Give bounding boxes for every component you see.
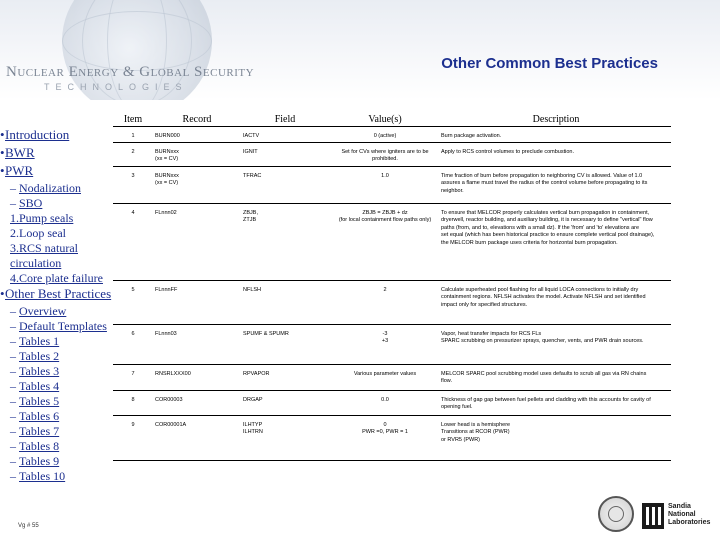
sidebar-item-tables-3[interactable]: – Tables 3 <box>10 364 60 378</box>
cell-description-text: or RVR5 (PWR) <box>441 436 481 443</box>
cell-description-text: the MELCOR burn package uses criteria for horizontal burn propagation. <box>441 239 618 246</box>
sidebar-item-tables-7[interactable]: – Tables 7 <box>10 424 60 438</box>
cell-item <box>113 364 153 390</box>
cell-item-text: 9 <box>131 421 135 428</box>
page-title: Other Common Best Practices <box>441 55 658 72</box>
cell-values <box>329 390 441 415</box>
cell-field-text: IACTV <box>243 132 260 139</box>
cell-description-text: containment regions. NFLSH activates the model. Activate NFLSH and set identified <box>441 294 646 300</box>
cell-values <box>329 142 441 166</box>
cell-values <box>329 324 441 364</box>
cell-field-text: RPVAPOR <box>243 370 270 377</box>
sidebar-item-introduction[interactable]: •Introduction <box>0 127 70 142</box>
cell-description-text: Transitions at RCOR (PWR) <box>441 429 510 435</box>
table-row <box>113 203 671 280</box>
sidebar-nav <box>0 127 112 484</box>
cell-description <box>441 390 671 415</box>
sidebar-item-tables-10[interactable]: – Tables 10 <box>10 469 66 483</box>
sidebar-item-overview[interactable]: – Overview <box>10 304 67 318</box>
cell-field <box>241 415 329 460</box>
cell-field-text: ILHTYP <box>243 421 263 428</box>
cell-field <box>241 126 329 142</box>
sidebar-item-nodalization[interactable]: – Nodalization <box>10 181 81 195</box>
table-row <box>113 364 671 390</box>
table-row <box>113 142 671 166</box>
cell-record <box>153 166 241 203</box>
table-row <box>113 280 671 324</box>
cell-record-text: BURNxxx <box>155 172 179 179</box>
cell-values <box>329 166 441 203</box>
cell-values <box>329 280 441 324</box>
cell-field <box>241 280 329 324</box>
cell-record-text: RNSRLXXX00 <box>155 370 191 377</box>
logo-text: Nuclear Energy & Global Security <box>6 64 255 80</box>
sidebar-item-bwr[interactable]: •BWR <box>0 145 35 160</box>
cell-field <box>241 390 329 415</box>
sidebar-item-tables-2[interactable]: – Tables 2 <box>10 349 60 363</box>
cell-values <box>329 364 441 390</box>
cell-item-text: 4 <box>131 209 135 216</box>
cell-values-text: 2 <box>383 286 387 293</box>
cell-item-text: 6 <box>131 330 135 337</box>
cell-record-text: (xx = CV) <box>155 180 179 186</box>
sidebar-item-tables-9[interactable]: – Tables 9 <box>10 454 60 468</box>
cell-description-text: SPARC scrubbing on pressurizer sprays, quencher, vents, and PWR drain sources. <box>441 338 644 344</box>
cell-values-text: 0 (active) <box>373 132 397 139</box>
cell-description <box>441 280 671 324</box>
cell-field <box>241 364 329 390</box>
table-row <box>113 415 671 460</box>
sandia-logo-text: Sandia National Laboratories <box>668 503 711 526</box>
cell-item-text: 7 <box>131 370 135 377</box>
cell-record <box>153 390 241 415</box>
cell-description <box>441 203 671 280</box>
cell-field-text: NFLSH <box>243 286 262 293</box>
table-row <box>113 126 671 142</box>
cell-item-text: 3 <box>131 172 135 179</box>
col-header-description: Description <box>441 108 671 126</box>
table-row <box>113 324 671 364</box>
cell-description <box>441 415 671 460</box>
table-body <box>113 126 671 460</box>
seal-center <box>608 506 624 522</box>
cell-item <box>113 166 153 203</box>
cell-description <box>441 364 671 390</box>
cell-values-text: 0 <box>383 421 387 428</box>
cell-field-text: SPUMF & SPUMR <box>243 330 289 337</box>
col-header-record: Record <box>153 108 241 126</box>
cell-values-text: PWR =0, PWR = 1 <box>362 429 408 435</box>
cell-description <box>441 324 671 364</box>
cell-description-text: Thickness of gap gap between fuel pellets and cladding with this accounts for cavity of <box>441 396 651 403</box>
cell-values-text: +3 <box>381 338 389 344</box>
sidebar-item-core-plate-failure[interactable]: 4.Core plate failure <box>10 271 103 285</box>
cell-description-text: Calculate superheated pool flashing for all liquid LOCA connections to initially dry <box>441 286 639 293</box>
table-row <box>113 166 671 203</box>
cell-description-text: Burn package activation. <box>441 132 502 139</box>
logo-subtitle: TECHNOLOGIES <box>44 82 188 92</box>
cell-item-text: 8 <box>131 396 135 403</box>
sidebar-item-tables-4[interactable]: – Tables 4 <box>10 379 60 393</box>
cell-item <box>113 203 153 280</box>
cell-record <box>153 203 241 280</box>
sidebar-item-tables-1[interactable]: – Tables 1 <box>10 334 60 348</box>
cell-description-text: opening fuel. <box>441 404 473 410</box>
page-number: Vg # 55 <box>18 523 39 529</box>
cell-description-text: set equal (which has been historical practice to ensure complete vertical pool drainage), <box>441 232 655 238</box>
cell-record <box>153 324 241 364</box>
cell-values-text: prohibited. <box>372 156 398 162</box>
cell-values-text: ZBJB = ZBJB + dz <box>362 209 408 216</box>
cell-field-text: TFRAC <box>243 172 262 179</box>
sidebar-item-tables-6[interactable]: – Tables 6 <box>10 409 60 423</box>
cell-description-text: assures a flame must travel the radius of the control volume before propagating to its <box>441 180 648 186</box>
cell-field-text: DRGAP <box>243 396 263 403</box>
cell-description-text: Apply to RCS control volumes to preclude combustion. <box>441 148 574 155</box>
header-banner <box>0 0 720 100</box>
cell-values-text: (for local containment flow paths only) <box>338 217 432 223</box>
cell-description-text: neighbor. <box>441 187 464 194</box>
cell-values <box>329 415 441 460</box>
cell-field-text: ZTJB <box>243 217 257 223</box>
sidebar-item-sbo[interactable]: – SBO <box>10 196 43 210</box>
sidebar-item-tables-8[interactable]: – Tables 8 <box>10 439 60 453</box>
cell-values <box>329 126 441 142</box>
cell-description <box>441 166 671 203</box>
cell-record <box>153 126 241 142</box>
cell-item <box>113 126 153 142</box>
cell-description-text: impact only for specified structures. <box>441 301 528 308</box>
sidebar-item-default-templates[interactable]: – Default Templates <box>10 319 107 333</box>
cell-values-text: -3 <box>382 330 388 337</box>
cell-record-text: COR00001A <box>155 421 187 428</box>
cell-values-text: Various parameter values <box>353 370 417 377</box>
col-header-item: Item <box>113 108 153 126</box>
cell-record-text: FLnnn03 <box>155 330 177 337</box>
sidebar-item-pump-seals[interactable]: 1.Pump seals <box>10 211 74 225</box>
sandia-logo-mark <box>642 503 664 529</box>
best-practices-table <box>113 108 671 461</box>
cell-record-text: FLnnnFF <box>155 286 178 293</box>
cell-description-text: Time fraction of burn before propagation to neighboring CV is allowed. Value of 1.0 <box>441 172 643 179</box>
globe-parallel <box>62 11 212 71</box>
cell-item <box>113 280 153 324</box>
cell-field <box>241 142 329 166</box>
cell-item-text: 1 <box>131 132 135 139</box>
col-header-values: Value(s) <box>329 108 441 126</box>
cell-description-text: dryerwell, reactor building, and auxiliary building, it is necessary to define "vertical" flow <box>441 217 653 223</box>
cell-item <box>113 324 153 364</box>
cell-description-text: Vapor, heat transfer impacts for RCS FLs <box>441 330 542 337</box>
cell-values <box>329 203 441 280</box>
col-header-field: Field <box>241 108 329 126</box>
cell-values-text: 0.0 <box>381 396 389 403</box>
cell-item-text: 2 <box>131 148 135 155</box>
sidebar-item-loop-seal[interactable]: 2.Loop seal <box>10 226 66 240</box>
table-header-row <box>113 108 671 126</box>
cell-field <box>241 166 329 203</box>
cell-item <box>113 390 153 415</box>
cell-record <box>153 280 241 324</box>
cell-record-text: BURN000 <box>155 132 180 139</box>
cell-record <box>153 415 241 460</box>
cell-field <box>241 324 329 364</box>
cell-field-text: ILHTRN <box>243 429 263 435</box>
cell-record-text: FLnnn02 <box>155 209 177 216</box>
cell-item-text: 5 <box>131 286 135 293</box>
sidebar-item-other-best-practices[interactable]: •Other Best Practices <box>0 286 112 301</box>
cell-values-text: 1.0 <box>381 172 389 179</box>
sidebar-item-rcs-natural-circulation[interactable]: 3.RCS natural circulation <box>10 241 78 270</box>
doe-seal-logo <box>598 496 634 532</box>
cell-description-text: To ensure that MELCOR properly calculates vertical burn propagation in containment, <box>441 209 650 216</box>
cell-field <box>241 203 329 280</box>
cell-record <box>153 142 241 166</box>
sidebar-item-tables-5[interactable]: – Tables 5 <box>10 394 60 408</box>
cell-description-text: paths (from, and to, elevations with a small dz). If the 'from' and 'to' elevations are <box>441 224 640 231</box>
cell-values-text: Set for CVs where igniters are to be <box>341 148 429 155</box>
cell-item <box>113 142 153 166</box>
cell-field-text: IGNIT <box>243 148 258 155</box>
cell-description-text: Lower head is a hemisphere <box>441 421 511 428</box>
cell-record-text: COR00003 <box>155 396 183 403</box>
cell-description-text: flow. <box>441 378 453 384</box>
sidebar-item-pwr[interactable]: •PWR <box>0 163 34 178</box>
cell-description-text: MELCOR SPARC pool scrubbing model uses defaults to scrub all gas via RN chains <box>441 370 647 377</box>
cell-item <box>113 415 153 460</box>
table-row <box>113 390 671 415</box>
cell-record-text: (xx = CV) <box>155 156 179 162</box>
cell-description <box>441 142 671 166</box>
cell-field-text: ZBJB, <box>243 209 258 216</box>
cell-description <box>441 126 671 142</box>
cell-record-text: BURNxxx <box>155 148 179 155</box>
cell-record <box>153 364 241 390</box>
